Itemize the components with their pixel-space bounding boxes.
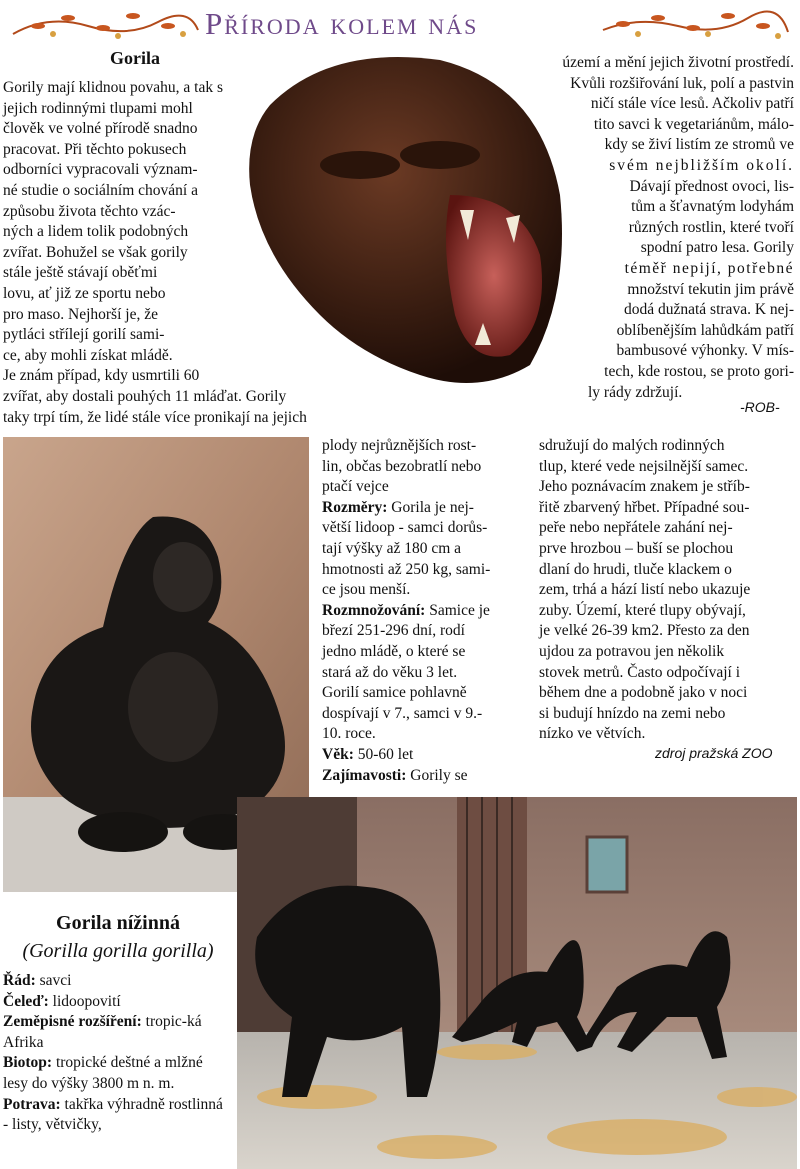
article-line: zvířat. Bohužel se však gorily [3,243,188,261]
fact-line: ujdou za potravou jen několik [539,642,725,660]
fact-label: Čeleď: [3,992,49,1010]
article-line: množství tekutin jim právě [627,280,794,298]
fact-line: prve hrozbou – buší se plochou [539,539,734,557]
fact-value: Gorila je nej- [387,498,474,516]
header-vine-left [8,4,203,44]
article-line: odborníci vypracovali význam- [3,161,198,179]
article-line: téměř nepijí, potřebné [624,259,794,277]
fact-line: řitě zbarvený hřbet. Případné sou- [539,498,750,516]
fact-line: nízko ve větvích. [539,725,646,743]
fact-line: plody nejrůznějších rost- [322,437,477,454]
fact-line: Gorilí samice pohlavně [322,684,467,702]
fact-line: si budují hnízdo na zemi nebo [539,704,726,722]
factsheet-title: Gorila nížinná [56,912,180,934]
article-line: pracovat. Při těchto pokusech [3,140,187,158]
fact-line: 10. roce. [322,725,376,743]
fact-line: dlaní do hrudi, tluče klackem o [539,560,732,578]
article-line: né studie o sociálním chování a [3,181,198,199]
fact-value: lidoopovití [48,992,121,1010]
article-line: jejich rodinnými tlupami mohl [3,99,193,117]
fact-line: tlup, které vede nejsilnější samec. [539,457,749,475]
section-title: Příroda kolem nás [205,6,479,41]
fact-label: Zeměpisné rozšíření: [3,1013,142,1031]
fact-line: větší lidoop - samci dorůs- [322,519,488,537]
fact-label: Zajímavosti: [322,766,407,784]
article-line: různých rostlin, které tvoří [628,218,794,236]
article-line: ných a lidem tolik podobných [3,223,189,241]
fact-value: Samice je [425,601,490,619]
fact-line [322,498,527,519]
fact-line: ptačí vejce [322,478,389,496]
article-line: tům a šťavnatým lodyhám [631,198,794,216]
article-line: Je znám případ, kdy usmrtili 60 [3,367,200,385]
article-line: spodní patro lesa. Gorily [640,239,794,257]
fact-row [3,1053,231,1094]
article-line: dodá dužnatá strava. K nej- [623,301,794,319]
fact-label: Rozmnožování: [322,601,426,619]
article-line: kdy se živí listím ze stromů ve [604,136,794,154]
fact-row [3,1095,231,1136]
fact-value: tropic-ká Afrika [3,1013,202,1051]
fact-value: 50-60 let [353,745,414,763]
article-line: pro maso. Nejhorší je, že [3,305,158,323]
fact-line: březí 251-296 dní, rodí [322,622,465,640]
fact-line [322,601,527,622]
article-line: zvířat, aby dostali pouhých 11 mláďat. Gorily [3,387,287,405]
article-line: Dávají přednost ovoci, lis- [629,177,794,195]
article-title: Gorila [110,48,160,68]
article-line: lovu, ať již ze sportu nebo [3,284,166,302]
fact-row [3,971,231,992]
fact-value: Gorily se [406,766,468,784]
article-line: tito savci k vegetariánům, málo- [593,115,794,133]
photo-walking-gorillas [237,797,797,1169]
article-line: Gorily mají klidnou povahu, a tak s [3,79,223,96]
fact-line: stará až do věku 3 let. [322,663,458,681]
article-col-left [3,78,307,428]
fact-label: Rozměry: [322,498,388,516]
fact-row [3,992,231,1013]
factsheet-latin-name: (Gorilla gorilla gorilla) [22,940,214,962]
source-credit: zdroj pražská ZOO [655,745,773,761]
fact-value: savci [35,972,72,989]
factsheet-col-right [539,436,795,745]
fact-line: ce jsou menší. [322,581,411,599]
fact-line [322,745,527,766]
article-line: člověk ve volné přírodě snadno [3,120,198,138]
fact-label: Potrava: [3,1095,61,1113]
article-line: oblíbenějším lahůdkám patří [616,321,794,339]
article-line: způsobu života těchto vzác- [3,202,176,220]
fact-line: dospívají v 7., samci v 9.- [322,704,483,722]
fact-line: zuby. Území, které tlupy obývají, [539,601,746,619]
fact-label: Řád: [3,972,36,989]
factsheet-col-left [3,971,231,1136]
fact-label: Věk: [322,745,354,763]
fact-line [322,766,527,787]
fact-line: stovek metrů. Často odpočívají i [539,663,741,681]
article-line: taky trpí tím, že lidé stále více pronikají na jejich [3,408,307,426]
fact-line: zem, trhá a hází listí nebo ukazuje [539,581,751,599]
article-signature: -ROB- [740,399,780,415]
article-line: území a mění jejich životní prostředí. [562,54,794,71]
fact-line: tají výšky až 180 cm a [322,539,462,557]
article-line: stále ještě stávají oběťmi [3,264,158,282]
fact-line: Jeho poznávacím znakem je stříb- [539,478,750,496]
article-line: ce, aby mohli získat mládě. [3,346,173,364]
article-line: ničí stále více lesů. Ačkoliv patří [590,95,794,113]
fact-line: peře nebo nepřátele zahání nej- [539,519,733,537]
article-line: pytláci střílejí gorilí sami- [3,326,165,344]
article-line: bambusové výhonky. V mís- [616,342,794,360]
fact-line: sdružují do malých rodinných [539,437,725,454]
fact-row [3,1012,231,1053]
article-line: ly rády zdržují. [588,383,683,401]
fact-line: lin, občas bezobratlí nebo [322,457,482,475]
header-vine-right [598,4,793,44]
fact-line: je velké 26-39 km2. Přesto za den [539,622,750,640]
article-line: Kvůli rozšiřování luk, polí a pastvin [570,74,794,92]
fact-line: během dne a podobně jako v noci [539,684,748,702]
fact-line: jedno mládě, o které se [322,642,466,660]
fact-line: hmotnosti až 250 kg, sami- [322,560,491,578]
article-line: tech, kde rostou, se proto gori- [604,362,794,380]
article-col-right [500,53,794,403]
fact-value: tropické deštné a mlžné lesy do výšky 3800 m n. m. [3,1054,203,1092]
fact-label: Biotop: [3,1054,53,1072]
factsheet-col-mid [322,436,527,786]
article-line: svém nejbližším okolí. [609,156,794,174]
fact-value: takřka výhradně rostlinná - listy, větvičky, [3,1095,223,1134]
